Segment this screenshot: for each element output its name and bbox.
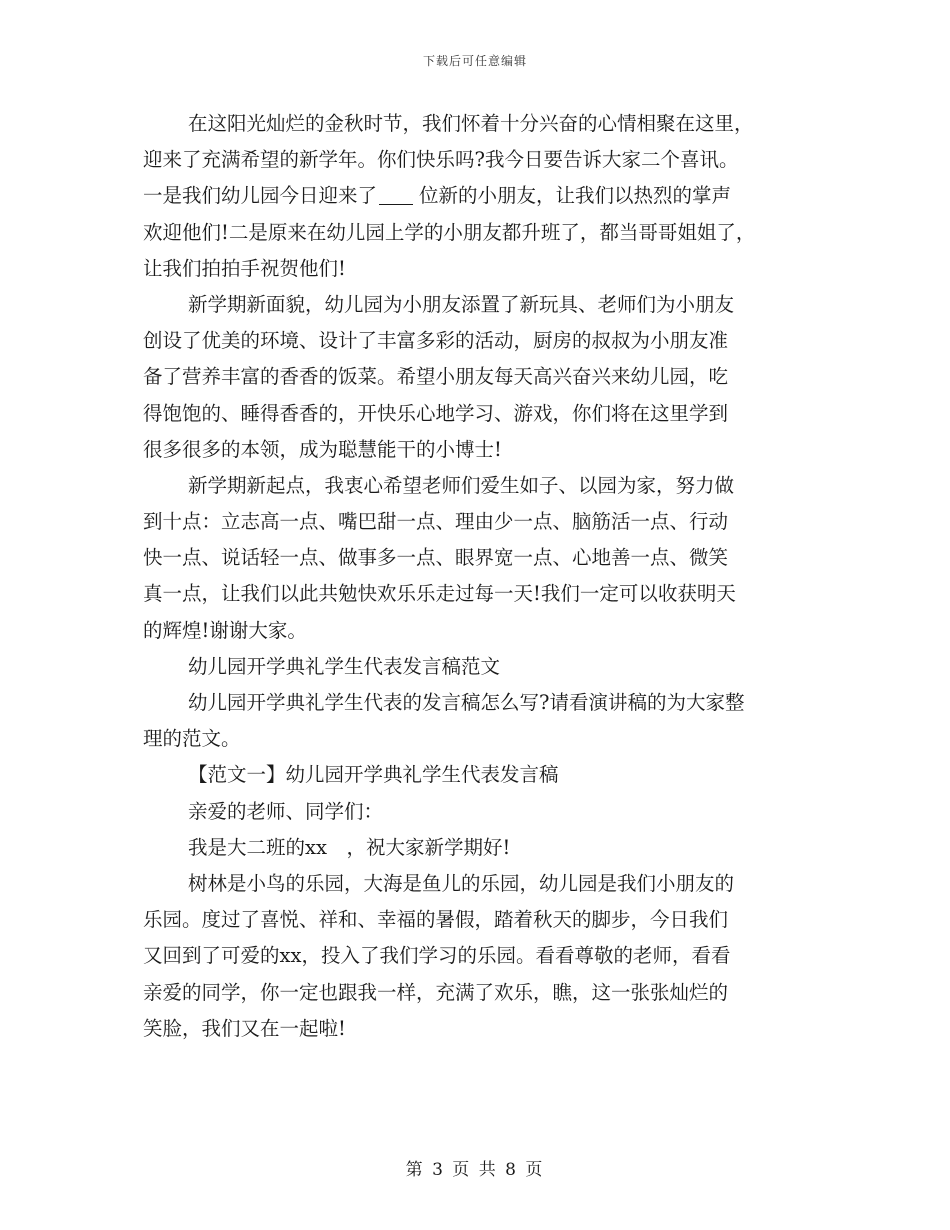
paragraph xyxy=(143,757,815,793)
paragraph xyxy=(143,685,815,757)
document-body xyxy=(143,106,815,1047)
text-line: 我是大二班的xx ，祝大家新学期好! xyxy=(188,835,511,859)
text-line: 迎来了充满希望的新学年。你们快乐吗?我今日要告诉大家二个喜讯。 xyxy=(143,148,739,172)
text-line: 备了营养丰富的香香的饭菜。希望小朋友每天高兴奋兴来幼儿园，吃 xyxy=(143,365,729,389)
text-line: 快一点、说话轻一点、做事多一点、眼界宽一点、心地善一点、微笑 xyxy=(143,546,729,570)
text-line: 亲爱的老师、同学们： xyxy=(188,799,384,823)
text-line: 很多很多的本领，成为聪慧能干的小博士! xyxy=(143,437,502,461)
paragraph xyxy=(143,830,815,866)
page-header: 下载后可任意编辑 xyxy=(422,54,527,68)
text-line: 在这阳光灿烂的金秋时节，我们怀着十分兴奋的心情相聚在这里， xyxy=(188,112,754,135)
text-line: 新学期新起点，我衷心希望老师们爱生如子、以园为家，努力做 xyxy=(188,473,735,497)
paragraph xyxy=(143,468,815,649)
text-line: 乐园。度过了喜悦、祥和、幸福的暑假，踏着秋天的脚步，今日我们 xyxy=(143,908,729,932)
page-footer: 第 3 页 共 8 页 xyxy=(405,1160,545,1180)
text-line xyxy=(143,178,815,214)
text-line: 让我们拍拍手祝贺他们! xyxy=(143,256,346,280)
paragraph xyxy=(143,106,815,287)
paragraph xyxy=(143,287,815,468)
text-line: 笑脸，我们又在一起啦! xyxy=(143,1016,346,1040)
paragraph xyxy=(143,794,815,830)
text-line: 幼儿园开学典礼学生代表发言稿范文 xyxy=(188,654,501,678)
text-line: 亲爱的同学，你一定也跟我一样，充满了欢乐，瞧，这一张张灿烂的 xyxy=(143,980,729,1004)
text-line: 理的范文。 xyxy=(143,727,241,751)
text-line: 【范文一】幼儿园开学典礼学生代表发言稿 xyxy=(188,763,559,787)
text-line: 的辉煌!谢谢大家。 xyxy=(143,618,307,642)
text-line: 欢迎他们!二是原来在幼儿园上学的小朋友都升班了，都当哥哥姐姐了， xyxy=(143,220,756,244)
text-line: 真一点，让我们以此共勉快欢乐乐走过每一天!我们一定可以收获明天 xyxy=(143,582,736,606)
text-line: 得饱饱的、睡得香香的，开快乐心地学习、游戏，你们将在这里学到 xyxy=(143,401,729,425)
fill-in-blank xyxy=(379,185,413,206)
paragraph xyxy=(143,866,815,1047)
text-line: 到十点：立志高一点、嘴巴甜一点、理由少一点、脑筋活一点、行动 xyxy=(143,510,729,534)
text-line: 新学期新面貌，幼儿园为小朋友添置了新玩具、老师们为小朋友 xyxy=(188,292,735,316)
text-line: 创设了优美的环境、设计了丰富多彩的活动，厨房的叔叔为小朋友准 xyxy=(143,329,729,353)
text-line: 又回到了可爱的xx，投入了我们学习的乐园。看看尊敬的老师，看看 xyxy=(143,944,731,968)
paragraph xyxy=(143,649,815,685)
text-segment: 一是我们幼儿园今日迎来了 xyxy=(143,184,378,208)
text-line: 幼儿园开学典礼学生代表的发言稿怎么写?请看演讲稿的为大家整 xyxy=(188,691,745,714)
text-segment: 位新的小朋友，让我们以热烈的掌声 xyxy=(419,184,732,208)
text-line: 树林是小鸟的乐园，大海是鱼儿的乐园，幼儿园是我们小朋友的 xyxy=(188,871,735,895)
